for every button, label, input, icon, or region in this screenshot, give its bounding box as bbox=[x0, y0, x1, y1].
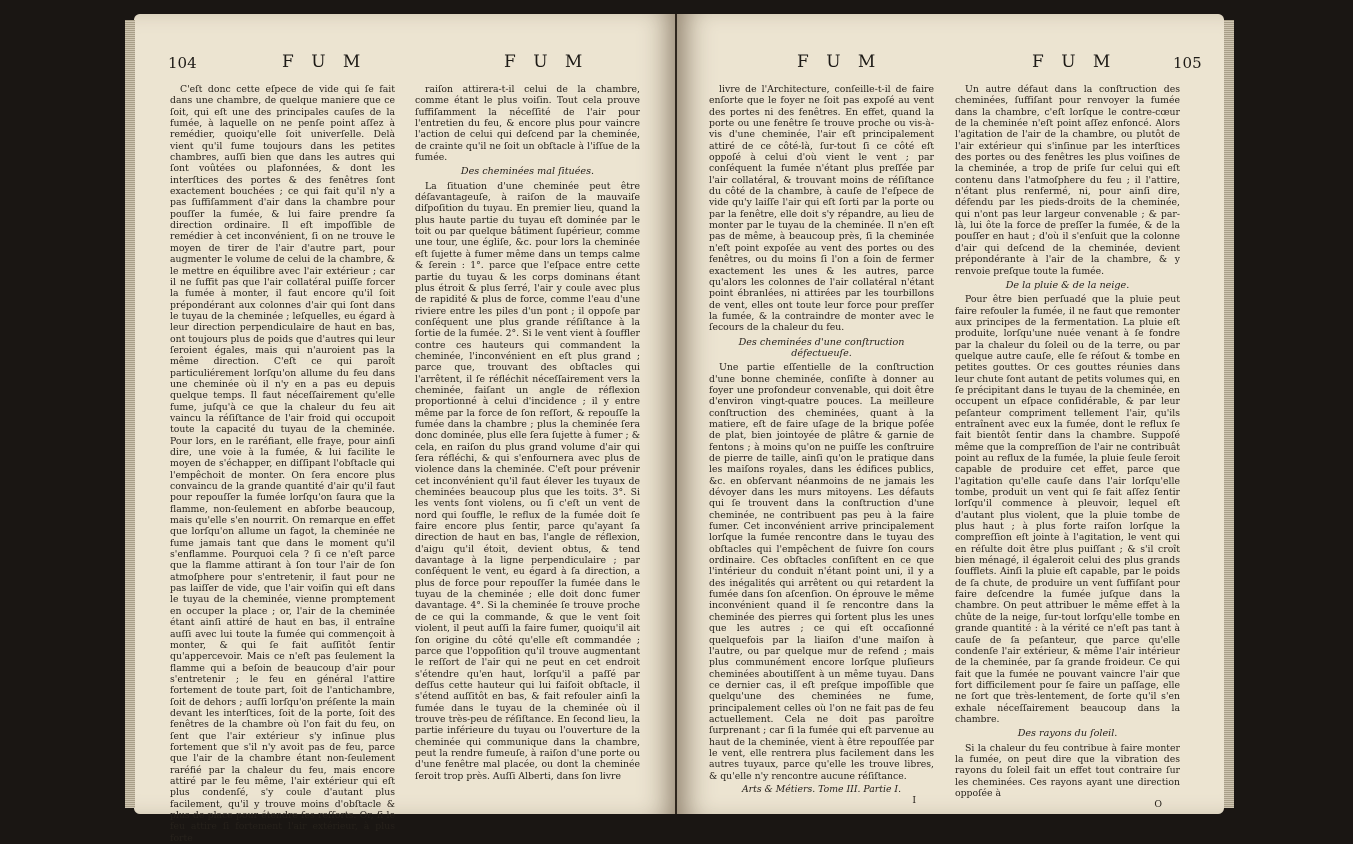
paragraph: Un autre défaut dans la conſtruction des cheminées, ſuffiſant pour renvoyer la fumée dans la chambre, c'eſt lorſque le contre-cœur de la cheminée n'eſt point aſſez enfoncé. Alors l'agitation de l'air de la chambre, ou plutôt de l'air extérieur qui s'inſinue par les interſtices des portes ou des fenêtres les plus voiſines de la cheminée, a trop de priſe ſur celui qui eſt contenu dans l'atmoſphere du feu ; il l'attire, n'étant plus renfermé, ni, pour ainſi dire, défendu par les pieds-droits de la cheminée, qui n'ont pas leur largeur convenable ; & par-là, lui ôte la force de preſſer la fumée, & de la pouſſer en haut ; d'où il s'enſuit que la colonne d'air qui deſcend de la cheminée, devient prépondérante à l'air de la chambre, & y renvoie preſque toute la fumée. bbox=[955, 84, 1180, 277]
page-edges-right bbox=[1224, 20, 1234, 808]
paragraph: livre de l'Architecture, conſeille-t-il de faire enſorte que le foyer ne ſoit pas expoſé au vent des portes ni des fenêtres. En effet, quand la porte ou une fenêtre ſe trouve proche ou vis-à-vis d'une cheminée, l'air eſt principalement attiré de ce côté-là, ſur-tout ſi ce côté eſt oppoſé à celui d'où vient le vent ; par conſéquent la fumée n'étant plus preſſée par l'air collatéral, & trouvant moins de réſiſtance du côté de la chambre, à cauſe de l'eſpece de vide qu'y laiſſe l'air qui eſt ſorti par la porte ou par la fenêtre, elle doit s'y répandre, au lieu de monter par le tuyau de la cheminée. Il n'en eſt pas de même, à beaucoup près, ſi la cheminée n'eſt point expoſée au vent des portes ou des fenêtres, ou du moins ſi l'on a ſoin de fermer exactement les unes & les autres, parce qu'alors les colonnes de l'air collatéral n'étant point ébranlées, ni attirées par les tourbillons de vent, elles ont toute leur force pour preſſer la fumée, & la contraindre de monter avec le ſecours de la chaleur du feu. bbox=[709, 84, 934, 334]
right-page-column-2 bbox=[955, 84, 1180, 811]
catchword: O bbox=[1154, 799, 1162, 811]
left-page-column-2 bbox=[415, 84, 640, 806]
running-head-left-2: F U M bbox=[504, 52, 589, 72]
paragraph: Pour être bien perſuadé que la pluie peut faire refouler la fumée, il ne faut que remonter aux principes de la fermentation. La pluie eſt produite, lorſqu'une nuée venant à ſe fondre par la chaleur du ſoleil ou de la terre, ou par quelque autre cauſe, elle ſe réſout & tombe en petites gouttes. Or ces gouttes réunies dans leur chute ſont autant de petits volumes qui, en ſe précipitant dans le tuyau de la cheminée, en occupent un eſpace conſidérable, & par leur peſanteur compriment tellement l'air, qu'ils entraînent avec eux la fumée, dont le reflux ſe fait bientôt ſentir dans la chambre. Suppoſé même que la compreſſion de l'air ne contribuât point au reflux de la fumée, la pluie ſeule ſeroit capable de produire cet effet, parce que l'agitation qu'elle cauſe dans l'air lorſqu'elle tombe, produit un vent qui ſe fait aſſez ſentir lorſqu'il commence à pleuvoir, lequel eſt d'autant plus violent, que la pluie tombe de plus haut ; à plus forte raiſon lorſque la compreſſion eſt jointe à l'agitation, le vent qui en réſulte doit être plus puiſſant ; & s'il croît bien ménagé, il égaleroit celui des plus grands ſoufflets. Ainſi la pluie eſt capable, par le poids de ſa chute, de produire un vent ſuffiſant pour faire deſcendre la fumée juſque dans la chambre. On peut attribuer le même effet à la chûte de la neige, ſur-tout lorſqu'elle tombe en grande quantité : à la vérité ce n'eſt pas tant à cauſe de ſa peſanteur, que parce qu'elle condenſe l'air extérieur, & même l'air intérieur de la cheminée, par ſa grande froideur. Ce qui fait que la fumée ne pouvant vaincre l'air que fort difficilement pour ſe faire un paſſage, elle ne ſort que très-lentement, de ſorte qu'il s'en exhale néceſſairement beaucoup dans la chambre. bbox=[955, 294, 1180, 725]
paragraph: Une partie eſſentielle de la conſtruction d'une bonne cheminée, conſiſte à donner au foyer une profondeur convenable, qui doit être d'environ vingt-quatre pouces. La meilleure conſtruction des cheminées, quant à la matiere, eſt de faire uſage de la brique poſée de plat, bien jointoyée de plâtre & garnie de fentons ; à moins qu'on ne puiſſe les conſtruire de pierre de taille, ainſi qu'on le pratique dans les maiſons royales, dans les édifices publics, &c. en obſervant néanmoins de ne jamais les dévoyer dans les murs mitoyens. Les défauts qui ſe trouvent dans la conſtruction d'une cheminée, ne contribuent pas peu à la faire fumer. Cet inconvénient arrive principalement lorſque la fumée rencontre dans le tuyau des obſtacles qui l'empêchent de ſuivre ſon cours ordinaire. Ces obſtacles conſiſtent en ce que l'intérieur du conduit n'étant point uni, il y a des inégalités qui arrêtent ou qui retardent la fumée dans ſon aſcenſion. On éprouve le même inconvénient quand il ſe rencontre dans la cheminée des pierres qui ſortent plus les unes que les autres ; ce qui eſt occaſionné quelquefois par la liaiſon d'une maiſon à l'autre, ou par quelque mur de refend ; mais plus communément encore lorſque pluſieurs cheminées aboutiſſent à un même tuyau. Dans ce dernier cas, il eſt preſque impoſſible que quelqu'une des cheminées ne fume, principalement celles où l'on ne fait pas de feu actuellement. Cela ne doit pas paroître ſurprenant ; car ſi la fumée qui eſt parvenue au haut de la cheminée, vient à être repouſſée par le vent, elle rentrera plus facilement dans les autres tuyaux, parce qu'elle les trouve libres, & qu'elle n'y rencontre aucune réſiſtance. bbox=[709, 362, 934, 782]
page-number-left: 104 bbox=[168, 54, 197, 72]
running-head-right-2: F U M bbox=[1032, 52, 1117, 72]
page-number-right: 105 bbox=[1173, 54, 1202, 72]
paragraph: Si la chaleur du feu contribue à faire monter la fumée, on peut dire que la vibration des rayons du ſoleil fait un effet tout contraire ſur les cheminées. Ces rayons ayant une direction oppoſée à bbox=[955, 742, 1180, 799]
running-head-right-1: F U M bbox=[797, 52, 882, 72]
paragraph: raiſon attirera-t-il celui de la chambre, comme étant le plus voiſin. Tout cela prouve ſuffiſamment la néceſſité de l'air pour l'entretien du feu, & encore plus pour vaincre l'action de celui qui deſcend par la cheminée, de crainte qu'il ne ſoit un obſtacle à l'iſſue de la fumée. bbox=[415, 84, 640, 164]
page-edges-left bbox=[125, 20, 135, 808]
section-heading: Des cheminées d'une conſtruction défectueuſe. bbox=[738, 336, 905, 359]
running-head-left-1: F U M bbox=[282, 52, 367, 72]
right-page-column-1 bbox=[709, 84, 934, 806]
section-heading: Des cheminées mal ſituées. bbox=[460, 166, 595, 178]
paragraph: C'eſt donc cette eſpece de vide qui ſe fait dans une chambre, de quelque maniere que ce ſoit, qui eſt une des principales cauſes de la fumée, à laquelle on ne penſe point aſſez à remédier, quoiqu'elle ſoit univerſelle. Delà vient qu'il fume toujours dans les petites chambres, auſſi bien que dans les autres qui ſont voûtées ou plafonnées, & dont les interſtices des portes & des fenêtres ſont exactement bouchées ; ce qui fait qu'il n'y a pas ſuffiſamment d'air dans la chambre pour pouſſer la fumée, & lui faire prendre ſa direction ordinaire. Il eſt impoſſible de remédier à cet inconvénient, ſi on ne trouve le moyen de tirer de l'air d'autre part, pour augmenter le volume de celui de la chambre, & le mettre en équilibre avec l'air extérieur ; car il ne ſuffit pas que l'air collatéral puiſſe forcer la fumée à monter, il faut encore qu'il ſoit prépondérant aux colonnes d'air qui ſont dans le tuyau de la cheminée ; leſquelles, eu égard à leur direction perpendiculaire de haut en bas, ont toujours plus de poids que d'autres qui leur ſeroient égales, mais qui n'auroient pas la même direction. C'eſt ce qui paroît particuliérement lorſqu'on allume du feu dans une cheminée où il n'y en a pas eu depuis quelque temps. Il faut néceſſairement qu'elle fume, juſqu'à ce que la chaleur du feu ait vaincu la réſiſtance de l'air froid qui occupoit toute la capacité du tuyau de la cheminée. Pour lors, en le raréfiant, elle fraye, pour ainſi dire, une voie à la fumée, & lui facilite le moyen de s'échapper, en diſſipant l'obſtacle qui l'empêchoit de monter. On ſera encore plus convaincu de la grande quantité d'air qu'il faut pour repouſſer la fumée lorſqu'on ſaura que la flamme, non-ſeulement en abſorbe beaucoup, mais qu'elle s'en nourrit. On remarque en effet que lorſqu'on allume un fagot, la cheminée ne fume jamais tant que dans le moment qu'il s'enflamme. Pourquoi cela ? ſi ce n'eſt parce que la flamme attirant à ſon tour l'air de ſon atmoſphere pour s'entretenir, il faut pour ne pas laiſſer de vide, que l'air voiſin qui eſt dans le tuyau de la cheminée, vienne promptement en occuper la place ; or, l'air de la cheminée étant ainſi attiré de haut en bas, il entraîne auſſi avec lui toute la fumée qui commençoit à monter, & qui ſe fait auſſitôt ſentir qu'appercevoir. Mais ce n'eſt pas ſeulement la flamme qui a beſoin de beaucoup d'air pour s'entretenir ; le feu en général l'attire fortement de toute part, ſoit de l'antichambre, ſoit de dehors ; auſſi lorſqu'on préſente la main devant les interſtices, ſoit de la porte, ſoit des fenêtres de la chambre où l'on fait du feu, on ſent que l'air extérieur s'y inſinue plus fortement que s'il n'y avoit pas de feu, parce que l'air de la chambre étant non-ſeulement raréfié par la chaleur du feu, mais encore attiré par le feu même, l'air extérieur qui eſt plus condenſé, s'y coule d'autant plus facilement, qu'il y trouve moins d'obſtacle & plus de place pour étendre ſes reſſorts. Or, ſi le feu attire ſi fortement l'air extérieur, à plus forte bbox=[170, 84, 395, 844]
section-heading: De la pluie & de la neige. bbox=[1005, 279, 1130, 291]
signature-mark: I bbox=[912, 795, 916, 807]
left-page bbox=[134, 14, 675, 844]
left-page-column-1 bbox=[170, 84, 395, 844]
section-heading: Des rayons du ſoleil. bbox=[1017, 728, 1118, 740]
volume-footer: Arts & Métiers. Tome III. Partie I. bbox=[741, 783, 902, 795]
paragraph: La ſituation d'une cheminée peut être déſavantageuſe, à raiſon de la mauvaiſe diſpoſition du tuyau. En premier lieu, quand la plus haute partie du tuyau eſt dominée par le toit ou par quelque bâtiment ſupérieur, comme une tour, une égliſe, &c. pour lors la cheminée eſt ſujette à fumer même dans un temps calme & ſerein : 1°. parce que l'eſpace entre cette partie du tuyau & les corps dominans étant plus étroit & plus ſerré, l'air y coule avec plus de rapidité & plus de force, comme l'eau d'une riviere entre les piles d'un pont ; il oppoſe par conſéquent une plus grande réſiſtance à la ſortie de la fumée. 2°. Si le vent vient à ſouffler contre ces hauteurs qui commandent la cheminée, l'inconvénient en eſt plus grand ; parce que, trouvant des obſtacles qui l'arrêtent, il ſe réfléchit néceſſairement vers la cheminée, faiſant un angle de réflexion proportionné à celui d'incidence ; il y entre même par la force de ſon reſſort, & repouſſe la fumée dans la chambre ; plus la cheminée ſera donc dominée, plus elle ſera ſujette à fumer ; & cela, en raiſon du plus grand volume d'air qui ſera réfléchi, & qui s'enfournera avec plus de violence dans la cheminée. C'eſt pour prévenir cet inconvénient qu'il faut élever les tuyaux de cheminées beaucoup plus que les toits. 3°. Si les vents ſont violens, ou ſi c'eſt un vent de nord qui ſouffle, le reflux de la fumée doit ſe faire encore plus ſentir, parce qu'ayant ſa direction de haut en bas, l'angle de réflexion, d'aigu qu'il étoit, devient obtus, & tend davantage à la ligne perpendiculaire ; par conſéquent le vent, eu égard à ſa direction, a plus de force pour repouſſer la fumée dans le tuyau de la cheminée ; elle doit donc fumer davantage. 4°. Si la cheminée ſe trouve proche de ce qui la commande, & que le vent ſoit violent, il peut auſſi la faire fumer, quoiqu'il ait ſon origine du côté qu'elle eſt commandée ; parce que l'oppoſition qu'il trouve augmentant le reſſort de l'air qui ne peut en cet endroit s'étendre qu'en haut, lorſqu'il a paſſé par deſſus cette hauteur qui lui faiſoit obſtacle, il s'étend auſſitôt en bas, & fait refouler ainſi la fumée dans le tuyau de la cheminée où il trouve très-peu de réſiſtance. En ſecond lieu, la partie inférieure du tuyau ou l'ouverture de la cheminée qui communique dans la chambre, peut la rendre fumeuſe, à raiſon d'une porte ou d'une fenêtre mal placée, ou dont la cheminée ſeroit trop près. Auſſi Alberti, dans ſon livre bbox=[415, 180, 640, 782]
right-page bbox=[677, 14, 1224, 814]
open-book bbox=[134, 14, 1224, 844]
